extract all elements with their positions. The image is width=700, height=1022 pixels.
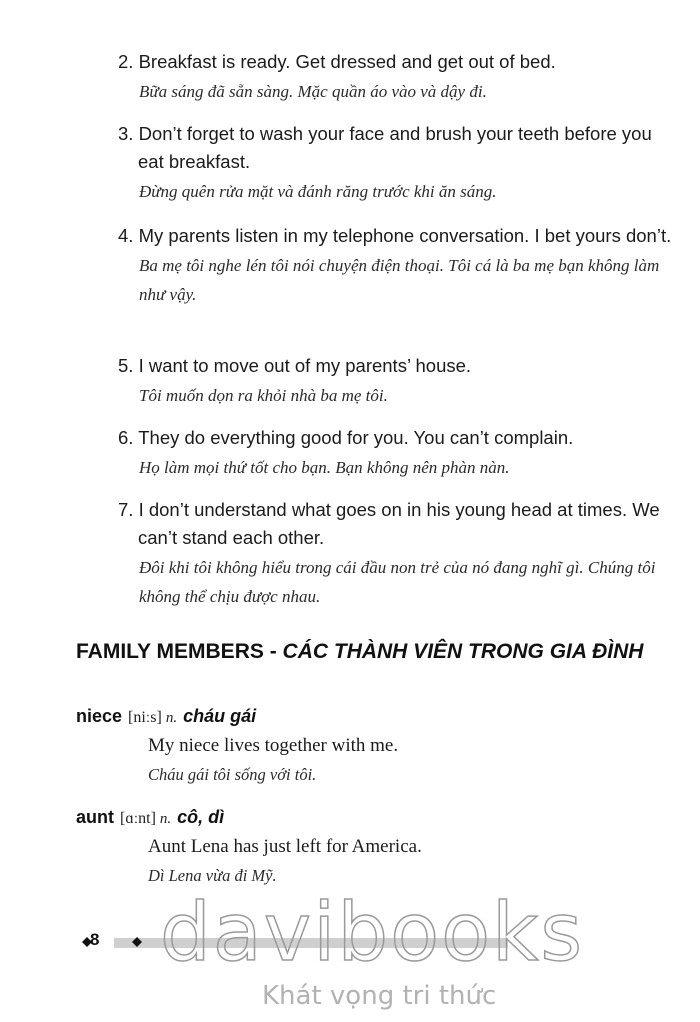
vocab-meaning: cô, dì <box>177 807 225 827</box>
vocab-pronunciation: [ɑːnt] <box>120 810 156 827</box>
vocab-headword-row <box>76 804 676 832</box>
sentence-vietnamese: Đôi khi tôi không hiểu trong cái đầu non trẻ của nó đang nghĩ gì. Chúng tôi không thể chịu được nhau. <box>139 558 656 606</box>
sentence-english: 2. Breakfast is ready. Get dressed and get out of bed. <box>118 51 556 72</box>
vocab-entry <box>76 703 676 789</box>
sentence-vietnamese: Họ làm mọi thứ tốt cho bạn. Bạn không nên phàn nàn. <box>139 458 510 477</box>
sentence-english: 6. They do everything good for you. You can’t complain. <box>118 427 574 448</box>
sentence-vietnamese: Đừng quên rửa mặt và đánh răng trước khi ăn sáng. <box>139 182 497 201</box>
vocab-part-of-speech: n. <box>165 710 178 726</box>
section-heading <box>76 637 676 667</box>
vocab-word: aunt <box>76 807 114 827</box>
sentence-item <box>118 48 678 106</box>
vocab-example-vietnamese: Cháu gái tôi sống với tôi. <box>148 765 317 784</box>
watermark-logo: davibooks <box>160 886 585 979</box>
sentence-vietnamese: Tôi muốn dọn ra khỏi nhà ba mẹ tôi. <box>139 386 388 405</box>
sentence-english: 3. Don’t forget to wash your face and brush your teeth before you eat breakfast. <box>118 123 652 172</box>
watermark-slogan: Khát vọng tri thức <box>262 981 497 1011</box>
vocab-meaning: cháu gái <box>183 706 257 726</box>
vocab-pronunciation: [niːs] <box>128 709 162 726</box>
sentence-item <box>118 352 678 410</box>
sentence-item <box>118 424 678 482</box>
sentence-vietnamese: Ba mẹ tôi nghe lén tôi nói chuyện điện thoại. Tôi cá là ba mẹ bạn không làm như vậy. <box>139 256 660 304</box>
sentence-item <box>118 496 678 611</box>
vocab-word: niece <box>76 706 123 726</box>
vocab-example-english: Aunt Lena has just left for America. <box>148 836 422 857</box>
sentence-vietnamese: Bữa sáng đã sẵn sàng. Mặc quần áo vào và dậy đi. <box>139 82 487 101</box>
vocab-part-of-speech: n. <box>159 811 172 827</box>
sentence-english: 7. I don’t understand what goes on in his young head at times. We can’t stand each other. <box>118 499 660 548</box>
vocab-example-english: My niece lives together with me. <box>148 735 399 756</box>
section-heading-english: FAMILY MEMBERS - <box>76 640 283 663</box>
sentence-item <box>118 120 678 206</box>
vocab-headword-row <box>76 703 676 731</box>
sentence-item <box>118 222 678 309</box>
vocab-example-vietnamese: Dì Lena vừa đi Mỹ. <box>148 866 277 885</box>
section-heading-vietnamese: CÁC THÀNH VIÊN TRONG GIA ĐÌNH <box>282 640 644 663</box>
sentence-english: 4. My parents listen in my telephone conversation. I bet yours don’t. <box>118 225 672 246</box>
page-number: 8 <box>90 930 100 949</box>
sentence-english: 5. I want to move out of my parents’ house. <box>118 355 472 376</box>
vocab-entry <box>76 804 676 890</box>
